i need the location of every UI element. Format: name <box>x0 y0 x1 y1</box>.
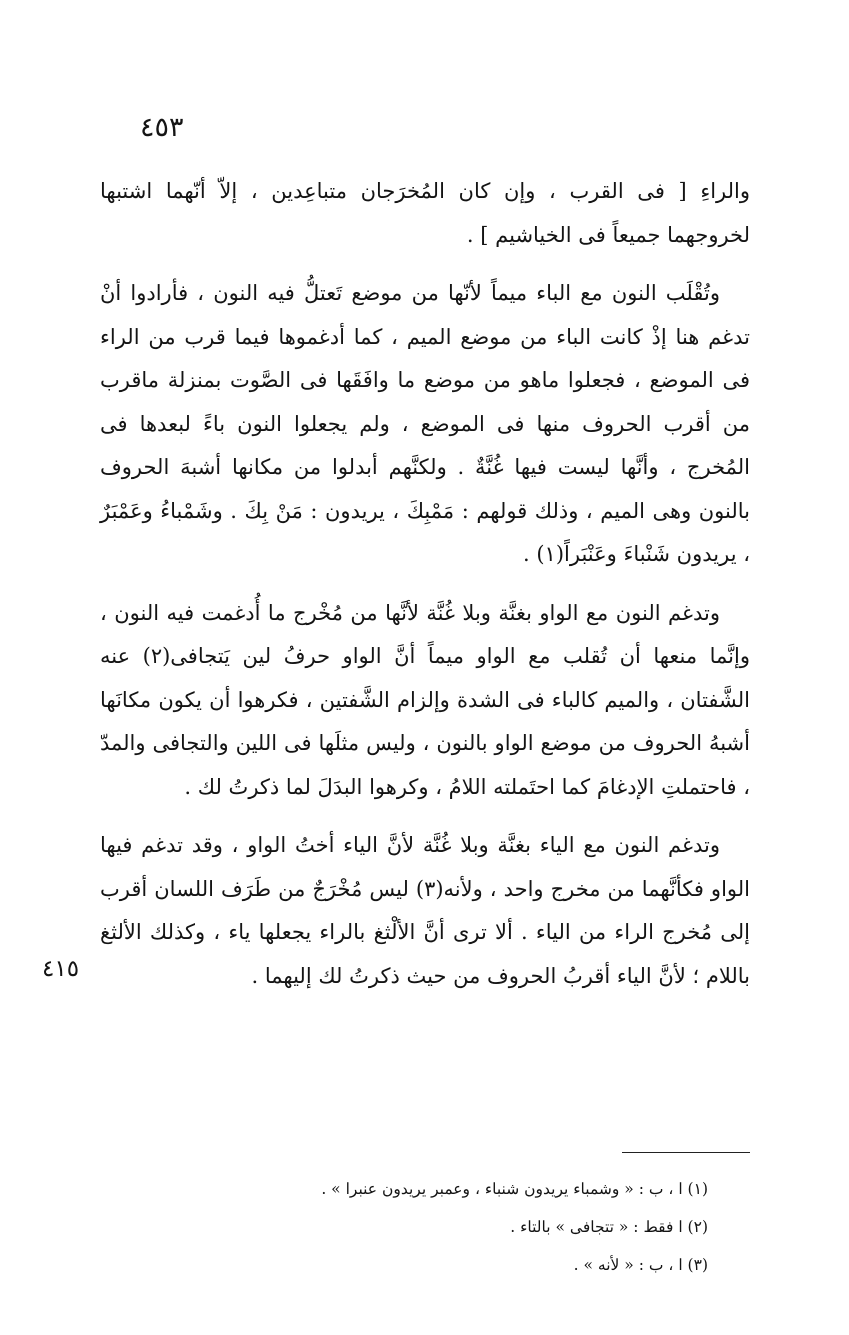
main-text <box>100 170 750 1013</box>
paragraph-2: وتُقْلَب النون مع الباء ميماً لأنّها من موضع تَعتلُّ فيه النون ، فأرادوا أنْ تدغم هنا إذْ كانت الباء من موضع الميم ، كما أدغموها فيما قرب من الراء فى الموضع ، فجعلوا ماهو من موضع ما وافَقَها فى الصَّوت بمنزلة ماقرب من أقرب الحروف منها فى الموضع ، ولم يجعلوا النون باءً لبعدها فى المُخرج ، وأنَّها ليست فيها غُنَّةٌ . ولكنَّهم أبدلوا من مكانها أشبهَ الحروف بالنون وهى الميم ، وذلك قولهم : مَمْبِكَ ، يريدون : مَنْ بِكَ . وشَمْباءُ وعَمْبَرٌ ، يريدون شَنْباءَ وعَنْبَراً(١) . <box>100 281 750 566</box>
margin-line-marker: ٤١٥ <box>42 956 80 982</box>
footnote-1: (١) ا ، ب : « وشمباء يريدون شنباء ، وعمبر يريدون عنبرا » . <box>321 1180 708 1198</box>
footnote-2: (٢) ا فقط : « تتجافى » بالتاء . <box>510 1218 708 1236</box>
footnotes <box>260 1170 708 1284</box>
footnote-separator <box>622 1152 750 1153</box>
footnote-3: (٣) ا ، ب : « لأنه » . <box>573 1256 708 1274</box>
paragraph-3: وتدغم النون مع الواو بغنَّة وبلا غُنَّة لأنَّها من مُخْرج ما أُدغمت فيه النون ، وإنَّما منعها أن تُقلب مع الواو ميماً أنَّ الواو حرفُ لين يَتجافى(٢) عنه الشَّفتان ، والميم كالباء فى الشدة وإلزام الشَّفتين ، فكرهوا أن يكون مكانَها أشبهُ الحروف من موضع الواو بالنون ، وليس مثلَها فى اللين والتجافى والمدّ ، فاحتملتِ الإدغامَ كما احتَملته اللامُ ، وكرهوا البدَلَ لما ذكرتُ لك . <box>100 600 750 799</box>
paragraph-1: والراءِ [ فى القرب ، وإن كان المُخرَجان متباعِدين ، إلاّ أنّهما اشتبها لخروجهما جميعاً فى الخياشيم ] . <box>100 179 750 247</box>
page-number: ٤٥٣ <box>140 112 184 143</box>
paragraph-4: وتدغم النون مع الياء بغنَّة وبلا غُنَّة لأنَّ الياء أختُ الواو ، وقد تدغم فيها الواو فكأنَّهما من مخرج واحد ، ولأنه(٣) ليس مُخْرَجٌ من طَرَف اللسان أقرب إلى مُخرج الراء من الياء . ألا ترى أنَّ الألْثغ بالراء يجعلها ياء ، وكذلك الألثغ باللام ؛ لأنَّ الياء أقربُ الحروف من حيث ذكرتُ لك إليهما . <box>100 833 750 988</box>
